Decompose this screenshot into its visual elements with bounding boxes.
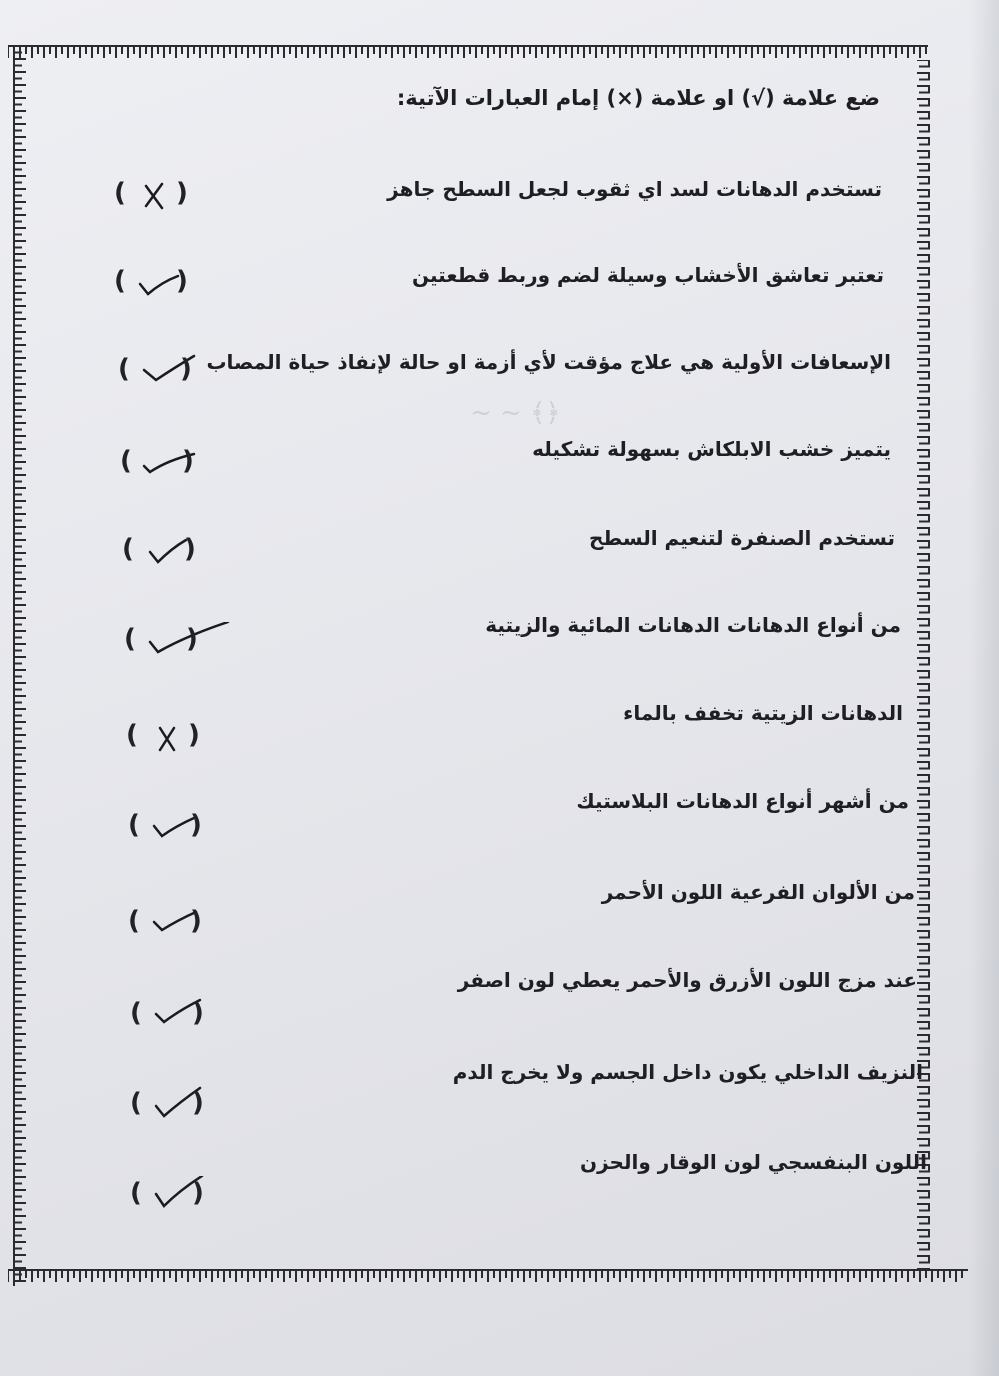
decorative-border-right bbox=[905, 60, 975, 1270]
statement-5: تستخدم الصنفرة لتنعيم السطح bbox=[588, 526, 895, 550]
statement-7: الدهانات الزيتية تخفف بالماء bbox=[623, 701, 903, 725]
paren-close: ) bbox=[192, 1178, 204, 1208]
paren-open: ( bbox=[128, 906, 140, 936]
statement-12: اللون البنفسجي لون الوقار والحزن bbox=[580, 1150, 927, 1174]
statement-9: من الألوان الفرعية اللون الأحمر bbox=[601, 880, 915, 904]
answer-mark-3 bbox=[118, 352, 208, 392]
paren-open: ( bbox=[128, 810, 140, 840]
paren-close: ) bbox=[190, 810, 202, 840]
worksheet-instructions: ضع علامة (√) او علامة (×) إمام العبارات الآتية: bbox=[396, 86, 880, 110]
paren-open: ( bbox=[120, 446, 132, 476]
statement-6: من أنواع الدهانات الدهانات المائية والزيتية bbox=[485, 613, 901, 637]
answer-mark-5 bbox=[122, 532, 212, 572]
answer-mark-12 bbox=[130, 1176, 220, 1216]
answer-mark-1 bbox=[114, 176, 204, 216]
statement-3: الإسعافات الأولية هي علاج مؤقت لأي أزمة او حالة لإنفاذ حياة المصاب bbox=[206, 350, 891, 374]
paren-close: ) bbox=[180, 354, 192, 384]
paren-close: ) bbox=[176, 266, 188, 296]
answer-mark-4 bbox=[120, 444, 210, 484]
answer-mark-6 bbox=[124, 622, 214, 662]
answer-mark-9 bbox=[128, 904, 218, 944]
paren-close: ) bbox=[176, 178, 188, 208]
check-mark bbox=[136, 352, 206, 392]
paren-close: ) bbox=[182, 446, 194, 476]
paren-open: ( bbox=[126, 720, 138, 750]
answer-mark-7 bbox=[126, 718, 216, 758]
paren-open: ( bbox=[114, 266, 126, 296]
statement-4: يتميز خشب الابلكاش بسهولة تشكيله bbox=[532, 437, 891, 461]
answer-mark-2 bbox=[114, 264, 204, 304]
answer-mark-11 bbox=[130, 1086, 220, 1126]
decorative-border-top bbox=[8, 38, 928, 68]
paren-open: ( bbox=[130, 1088, 142, 1118]
paren-open: ( bbox=[130, 1178, 142, 1208]
cross-mark bbox=[132, 176, 182, 216]
paren-close: ) bbox=[192, 1088, 204, 1118]
paren-open: ( bbox=[114, 178, 126, 208]
show-through-marks: ﴿﴾ ~ ~ bbox=[470, 398, 561, 428]
paren-close: ) bbox=[186, 624, 198, 654]
statement-10: عند مزج اللون الأزرق والأحمر يعطي لون اصفر bbox=[457, 968, 917, 992]
statement-2: تعتبر تعاشق الأخشاب وسيلة لضم وربط قطعتين bbox=[412, 263, 884, 287]
answer-mark-10 bbox=[130, 996, 220, 1036]
paren-open: ( bbox=[130, 998, 142, 1028]
decorative-border-bottom bbox=[8, 1262, 968, 1292]
answer-mark-8 bbox=[128, 808, 218, 848]
decorative-border-left bbox=[6, 46, 34, 1286]
statement-11: النزيف الداخلي يكون داخل الجسم ولا يخرج الدم bbox=[452, 1060, 923, 1084]
check-mark bbox=[138, 444, 208, 484]
paren-close: ) bbox=[190, 906, 202, 936]
statement-1: تستخدم الدهانات لسد اي ثقوب لجعل السطح جاهز bbox=[387, 177, 882, 201]
cross-mark bbox=[144, 718, 194, 758]
statement-8: من أشهر أنواع الدهانات البلاستيك bbox=[576, 789, 909, 813]
paren-open: ( bbox=[118, 354, 130, 384]
paren-close: ) bbox=[192, 998, 204, 1028]
paren-open: ( bbox=[124, 624, 136, 654]
paren-open: ( bbox=[122, 534, 134, 564]
paren-close: ) bbox=[184, 534, 196, 564]
paren-close: ) bbox=[188, 720, 200, 750]
